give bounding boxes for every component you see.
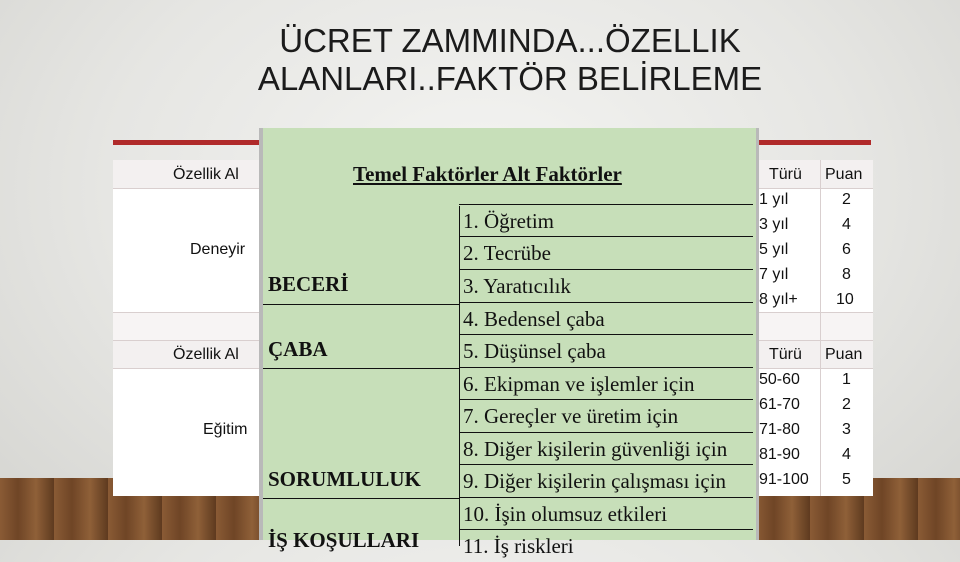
item-text: 4. Bedensel çaba [463, 307, 605, 331]
list-item [459, 497, 753, 530]
accent-line-right [759, 140, 871, 145]
section1-tur-4: 7 yıl [759, 266, 789, 283]
section1-tur-header: Türü [769, 166, 802, 183]
list-item [459, 399, 753, 432]
list-item [459, 367, 753, 400]
item-text: 10. İşin olumsuz etkileri [463, 502, 668, 526]
item-text: 9. Diğer kişilerin çalışması için [463, 469, 727, 493]
section2-tur-4: 81-90 [759, 446, 800, 463]
accent-line-left [113, 140, 260, 145]
section2-puan-2: 2 [842, 396, 851, 413]
section1-label: Deneyir [190, 241, 246, 258]
item-text: 11. İş riskleri [463, 534, 574, 558]
list-item [459, 204, 753, 237]
list-item [459, 334, 753, 367]
list-item [459, 302, 753, 335]
category-divider [263, 498, 459, 499]
factor-header-text: Temel Faktörler Alt Faktörler [353, 162, 622, 186]
category-sorumluluk: SORUMLULUK [268, 467, 421, 491]
list-item [459, 529, 753, 562]
factor-table-header [267, 128, 757, 196]
section2-tur-5: 91-100 [759, 471, 809, 488]
section2-puan-4: 4 [842, 446, 851, 463]
category-divider [263, 368, 459, 369]
section1-tur-5: 8 yıl+ [759, 291, 798, 308]
col-divider [820, 160, 821, 496]
category-is-kosullari: İŞ KOŞULLARI [268, 528, 420, 552]
item-text: 6. Ekipman ve işlemler için [463, 372, 695, 396]
section2-tur-1: 50-60 [759, 371, 800, 388]
item-text: 2. Tecrübe [463, 241, 551, 265]
category-beceri: BECERİ [268, 272, 349, 296]
list-item [459, 269, 753, 302]
list-item [459, 464, 753, 497]
list-item [459, 432, 753, 465]
section1-puan-2: 4 [842, 216, 851, 233]
section2-tur-2: 61-70 [759, 396, 800, 413]
slide-title: ÜCRET ZAMMINDA...ÖZELLIK ALANLARI..FAKTÖR BELİRLEME [257, 22, 763, 97]
item-text: 8. Diğer kişilerin güvenliği için [463, 437, 728, 461]
item-text: 3. Yaratıcılık [463, 274, 571, 298]
section1-puan-4: 8 [842, 266, 851, 283]
section2-puan-1: 1 [842, 371, 851, 388]
category-caba: ÇABA [268, 337, 328, 361]
item-text: 5. Düşünsel çaba [463, 339, 606, 363]
section2-puan-header: Puan [825, 346, 863, 363]
section1-puan-3: 6 [842, 241, 851, 258]
section2-tur-header: Türü [769, 346, 802, 363]
section1-tur-2: 3 yıl [759, 216, 789, 233]
section1-puan-header: Puan [825, 166, 863, 183]
category-divider [263, 304, 459, 305]
list-item [459, 236, 753, 269]
section1-puan-5: 10 [836, 291, 854, 308]
factor-table-image [259, 128, 759, 558]
section1-puan-1: 2 [842, 191, 851, 208]
section2-puan-3: 3 [842, 421, 851, 438]
section2-puan-5: 5 [842, 471, 851, 488]
section1-tur-1: 1 yıl [759, 191, 789, 208]
item-text: 1. Öğretim [463, 209, 554, 233]
section2-header: Özellik Al [173, 346, 239, 363]
section2-tur-3: 71-80 [759, 421, 800, 438]
section1-header: Özellik Al [173, 166, 239, 183]
item-text: 7. Gereçler ve üretim için [463, 404, 679, 428]
section1-tur-3: 5 yıl [759, 241, 789, 258]
section2-label: Eğitim [203, 421, 248, 438]
